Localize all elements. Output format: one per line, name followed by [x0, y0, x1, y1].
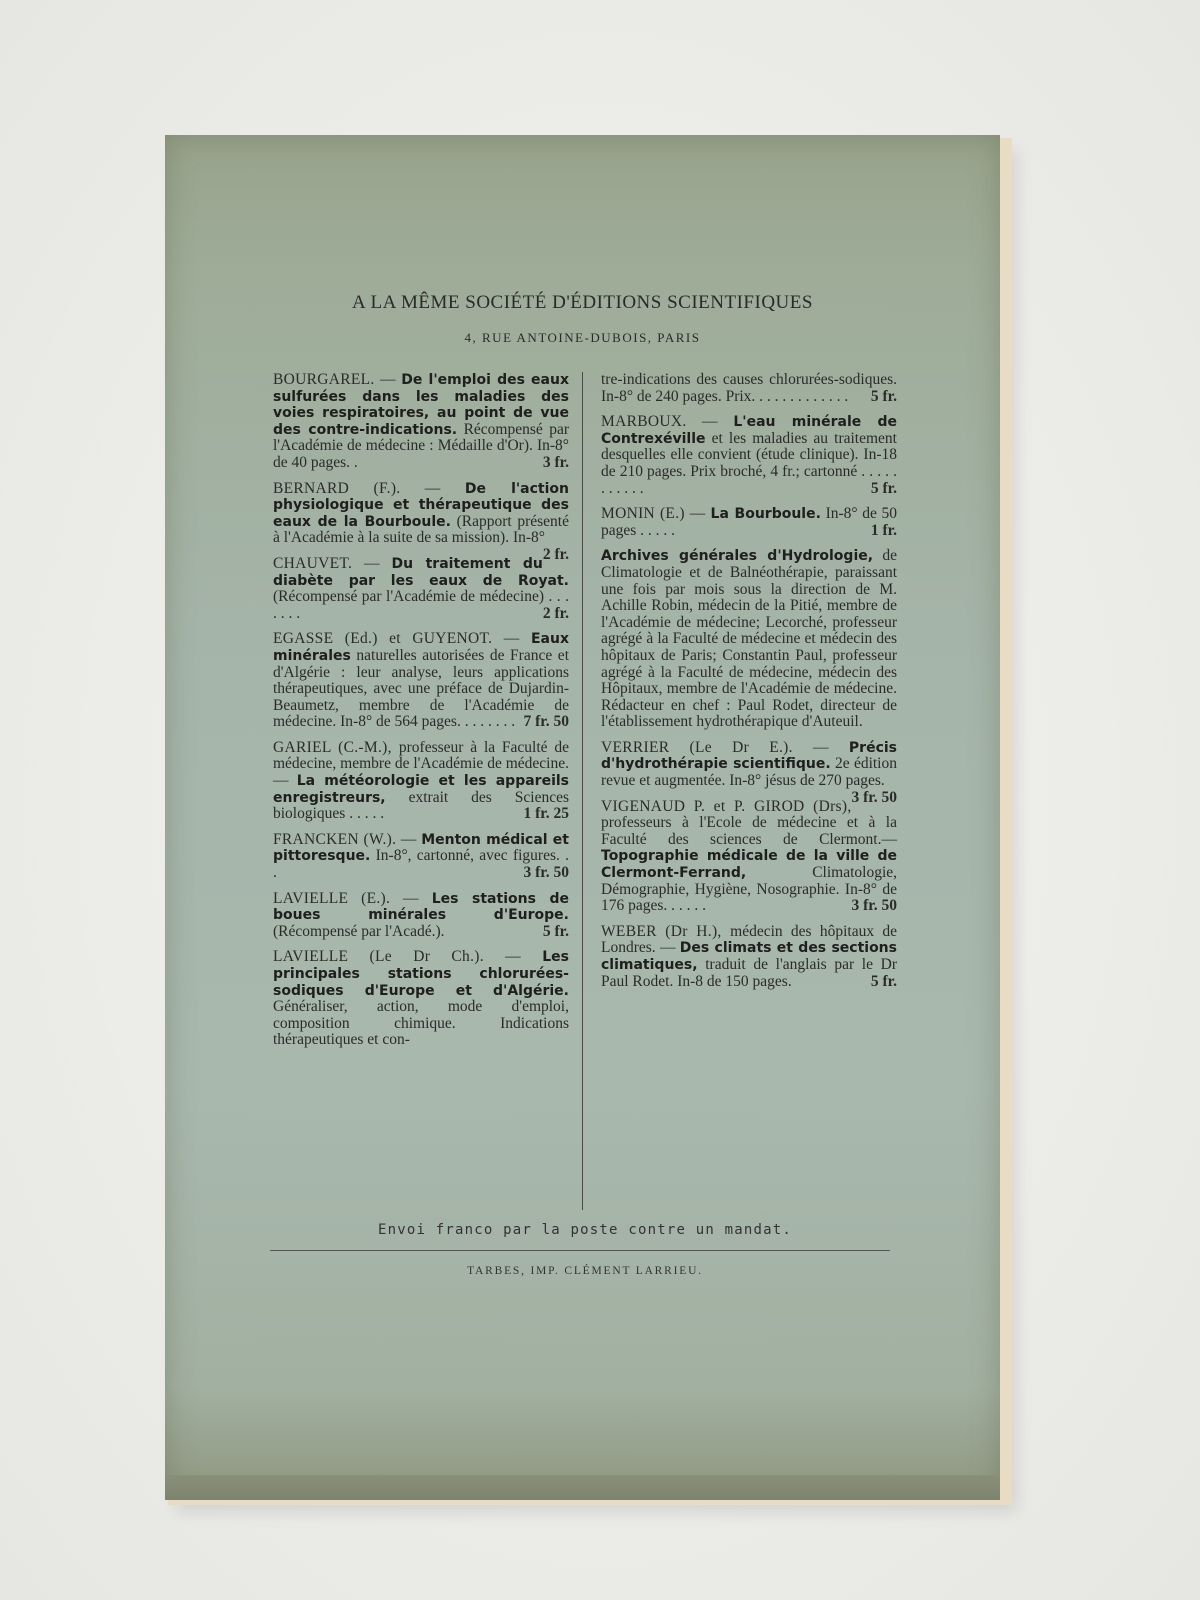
entry-description: 2e édition revue et augmentée. In-8° jésus de 270 pages.: [601, 755, 897, 790]
entry-author: MARBOUX. —: [601, 413, 734, 431]
entry-description: et les maladies au traitement desquelles elle convient (étude clinique). In-18 de 210 pages. Prix broché, 4 fr.; cartonné . . . . . . . . . . .: [601, 429, 897, 497]
catalog-entry: [601, 372, 897, 405]
entry-price: 1 fr.: [870, 521, 897, 539]
catalog-entry: [273, 372, 569, 472]
catalog-entry: [601, 414, 897, 497]
entry-description: professeur à la Faculté de médecine, membre de l'Académie de médecine. —: [273, 738, 569, 790]
entry-description: extrait des Sciences biologiques . . . . .: [273, 788, 569, 823]
entry-author: LAVIELLE (Le Dr Ch.). —: [273, 948, 543, 966]
entry-title: Topographie médicale de la ville de Clermont-Ferrand,: [601, 848, 897, 882]
catalog-entry: [273, 631, 569, 731]
entry-title: Précis d'hydrothérapie scientifique.: [601, 739, 897, 773]
entry-price: 3 fr. 50: [523, 864, 569, 882]
entry-description: In-8°, cartonné, avec figures. . .: [273, 847, 569, 882]
entry-author: LAVIELLE (E.). —: [273, 889, 432, 907]
entry-title: Les stations de boues minérales d'Europe.: [273, 890, 569, 924]
entry-description: Climatologie, Démographie, Hygiène, Nosographie. In-8° de 176 pages. . . . . .: [601, 864, 897, 915]
entry-price: 5 fr.: [870, 387, 897, 405]
entry-price: 3 fr. 50: [851, 897, 897, 915]
catalog-entry: [601, 506, 897, 539]
entry-price: 2 fr.: [542, 545, 569, 563]
entry-title: La météorologie et les appareils enregistreurs,: [273, 773, 570, 806]
entry-price: 5 fr.: [870, 479, 897, 497]
catalog-entry: [273, 949, 569, 1049]
entry-price: 3 fr.: [542, 453, 569, 471]
entry-title: De l'emploi des eaux sulfurées dans les maladies des voies respiratoires, au point de vue des contre-indications.: [273, 372, 569, 438]
shipping-note: Envoi franco par la poste contre un mandat.: [377, 1222, 793, 1238]
entry-price: 1 fr. 25: [523, 805, 569, 823]
entry-author: VERRIER (Le Dr E.). —: [601, 738, 849, 756]
entry-description: Récompensé par l'Académie de médecine : Médaille d'Or). In-8° de 40 pages. .: [273, 420, 569, 471]
column-divider: [582, 372, 583, 1210]
cover-bottom-band: [165, 1475, 1000, 1500]
catalog-entry: [273, 740, 569, 823]
printer-imprint: TARBES, IMP. CLÉMENT LARRIEU.: [467, 1265, 703, 1277]
catalog-entry: [273, 556, 569, 622]
catalog-entry: [601, 548, 897, 731]
entry-author: MONIN (E.) —: [601, 505, 711, 523]
entry-description: tre-indications des causes chlorurées-sodiques. In-8° de 240 pages. Prix. . . . . . . . . . . . .: [601, 371, 897, 405]
entry-author: BOURGAREL. —: [273, 371, 402, 388]
entry-description: de Climatologie et de Balnéothérapie, paraissant une fois par mois sous la direction de M. Achille Robin, médecin de la Pitié, membre de l'Académie de médecine; Lecorché, professeur agrégé à la Faculté de médecine et médecin des hôpitaux de Paris; Constantin Paul, professeur agrégé à la Faculté de médecine, médecin des Hôpitaux, membre de l'Académie de médecine. Rédacteur en chef : Paul Rodet, directeur de l'établissement hydrothérapique d'Auteuil.: [601, 547, 897, 731]
catalog-entry: [273, 891, 569, 941]
entry-title: Des climats et des sections climatiques,: [601, 940, 897, 973]
catalog-entry: [601, 924, 897, 990]
entry-author: CHAUVET. —: [273, 554, 392, 572]
entry-title: Du traitement du diabète par les eaux de Royat.: [273, 555, 569, 589]
entry-title: Eaux minérales: [273, 631, 569, 664]
entry-author: GARIEL (C.-M.),: [273, 738, 399, 756]
entry-price: 2 fr.: [542, 604, 569, 622]
entry-author: EGASSE (Ed.) et GUYENOT. —: [273, 630, 531, 648]
entry-price: 3 fr. 50: [851, 788, 897, 806]
footer-rule: [270, 1250, 890, 1251]
entry-price: 5 fr.: [542, 922, 569, 940]
entry-description: (Rapport présenté à l'Académie à la suite de sa mission). In-8°: [273, 512, 569, 547]
entry-description: traduit de l'anglais par le Dr Paul Rodet. In-8 de 150 pages.: [601, 956, 897, 990]
entry-price: 7 fr. 50: [523, 713, 569, 731]
entry-description: naturelles autorisées de France et d'Algérie : leur analyse, leurs applications thérapeutiques, avec une préface de Dujardin-Beaumetz, membre de l'Académie de médecine. In-8° de 564 pages. . . . . . . .: [273, 646, 569, 731]
entry-author: FRANCKEN (W.). —: [273, 830, 422, 848]
entry-description: In-8° de 50 pages . . . . .: [601, 505, 898, 539]
catalog-entry: [601, 799, 897, 915]
entry-description: Généraliser, action, mode d'emploi, composition chimique. Indications thérapeutiques et con-: [273, 998, 569, 1049]
entry-title: Les principales stations chlorurées-sodiques d'Europe et d'Algérie.: [273, 949, 569, 999]
entry-title: L'eau minérale de Contrexéville: [601, 414, 897, 447]
entry-price: 5 fr.: [870, 972, 897, 990]
entry-description: (Récompensé par l'Académie de médecine) . . . . . . .: [273, 588, 569, 622]
publisher-heading: A LA MÊME SOCIÉTÉ D'ÉDITIONS SCIENTIFIQUES: [352, 292, 813, 313]
entry-title: Archives générales d'Hydrologie,: [601, 548, 874, 565]
entry-title: De l'action physiologique et thérapeutique des eaux de la Bourboule.: [273, 480, 569, 530]
entry-description: professeurs à l'Ecole de médecine et à la Faculté des sciences de Clermont.—: [601, 814, 897, 848]
entry-title: Menton médical et pittoresque.: [273, 831, 569, 865]
entry-author: VIGENAUD P. et P. GIROD (Drs),: [601, 797, 852, 815]
entry-description: médecin des hôpitaux de Londres. —: [601, 922, 897, 957]
entry-author: WEBER (Dr H.),: [601, 922, 731, 940]
entry-title: La Bourboule.: [710, 506, 821, 523]
catalog-right-column: [601, 372, 897, 999]
entry-author: BERNARD (F.). —: [273, 479, 465, 497]
catalog-left-column: [273, 372, 569, 1058]
entry-description: (Récompensé par l'Acadé.).: [273, 922, 445, 940]
catalog-entry: [273, 832, 569, 882]
publisher-address: 4, RUE ANTOINE-DUBOIS, PARIS: [464, 330, 701, 345]
